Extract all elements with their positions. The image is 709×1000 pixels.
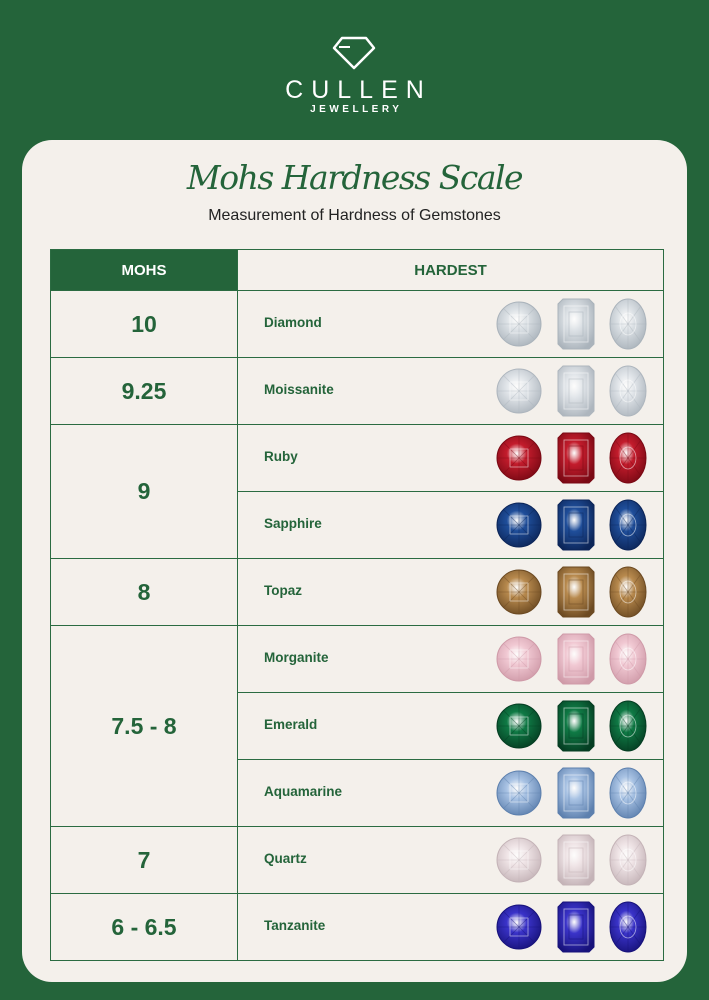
- hardest-column-header: HARDEST: [238, 250, 664, 291]
- table-row: [51, 626, 664, 693]
- gem-cell: [238, 291, 664, 358]
- hardness-card: [22, 140, 687, 982]
- round-cut-gem-icon: [495, 501, 543, 549]
- page-title: Mohs Hardness Scale: [186, 158, 523, 197]
- gem-name: Quartz: [264, 851, 307, 866]
- gem-images: [495, 632, 647, 686]
- table-row: [51, 358, 664, 425]
- round-cut-gem-icon: [495, 635, 543, 683]
- emerald-cut-gem-icon: [557, 767, 595, 819]
- gem-images: [495, 565, 647, 619]
- header: [0, 0, 709, 140]
- gem-images: [495, 833, 647, 887]
- gem-cell: [238, 693, 664, 760]
- table-header-row: [51, 250, 664, 291]
- table-row: [51, 894, 664, 961]
- round-cut-gem-icon: [495, 769, 543, 817]
- emerald-cut-gem-icon: [557, 834, 595, 886]
- round-cut-gem-icon: [495, 836, 543, 884]
- round-cut-gem-icon: [495, 434, 543, 482]
- oval-cut-gem-icon: [609, 700, 647, 752]
- gem-images: [495, 431, 647, 485]
- oval-cut-gem-icon: [609, 298, 647, 350]
- gem-name: Emerald: [264, 717, 318, 732]
- gem-images: [495, 364, 647, 418]
- gem-cell: [238, 492, 664, 559]
- emerald-cut-gem-icon: [557, 700, 595, 752]
- gem-name: Ruby: [264, 449, 298, 464]
- gem-cell: [238, 827, 664, 894]
- gem-name: Sapphire: [264, 516, 322, 531]
- mohs-value: 7: [51, 827, 238, 894]
- round-cut-gem-icon: [495, 903, 543, 951]
- mohs-value: 7.5 - 8: [51, 626, 238, 827]
- mohs-value: 10: [51, 291, 238, 358]
- oval-cut-gem-icon: [609, 365, 647, 417]
- round-cut-gem-icon: [495, 300, 543, 348]
- emerald-cut-gem-icon: [557, 566, 595, 618]
- emerald-cut-gem-icon: [557, 365, 595, 417]
- gem-cell: [238, 425, 664, 492]
- emerald-cut-gem-icon: [557, 432, 595, 484]
- oval-cut-gem-icon: [609, 633, 647, 685]
- gem-name: Topaz: [264, 583, 302, 598]
- oval-cut-gem-icon: [609, 432, 647, 484]
- oval-cut-gem-icon: [609, 767, 647, 819]
- table-row: [51, 425, 664, 492]
- gem-images: [495, 766, 647, 820]
- oval-cut-gem-icon: [609, 499, 647, 551]
- gem-name: Diamond: [264, 315, 322, 330]
- round-cut-gem-icon: [495, 702, 543, 750]
- gem-name: Tanzanite: [264, 918, 326, 933]
- emerald-cut-gem-icon: [557, 298, 595, 350]
- hardness-table: [50, 249, 664, 961]
- gem-name: Morganite: [264, 650, 329, 665]
- emerald-cut-gem-icon: [557, 901, 595, 953]
- gem-images: [495, 900, 647, 954]
- gem-images: [495, 297, 647, 351]
- gem-cell: [238, 760, 664, 827]
- mohs-value: 9: [51, 425, 238, 559]
- gem-cell: [238, 626, 664, 693]
- round-cut-gem-icon: [495, 568, 543, 616]
- table-row: [51, 559, 664, 626]
- gem-name: Aquamarine: [264, 784, 343, 799]
- gem-cell: [238, 894, 664, 961]
- mohs-column-header: MOHS: [51, 250, 238, 291]
- oval-cut-gem-icon: [609, 901, 647, 953]
- gem-images: [495, 498, 647, 552]
- gem-cell: [238, 358, 664, 425]
- gem-images: [495, 699, 647, 753]
- table-row: [51, 291, 664, 358]
- mohs-value: 9.25: [51, 358, 238, 425]
- table-row: [51, 827, 664, 894]
- emerald-cut-gem-icon: [557, 499, 595, 551]
- gem-name: Moissanite: [264, 382, 334, 397]
- page-subtitle: Measurement of Hardness of Gemstones: [208, 207, 501, 224]
- oval-cut-gem-icon: [609, 834, 647, 886]
- emerald-cut-gem-icon: [557, 633, 595, 685]
- diamond-outline-icon: [330, 36, 378, 70]
- brand-subname: JEWELLERY: [310, 104, 403, 115]
- round-cut-gem-icon: [495, 367, 543, 415]
- hardness-table-body: [51, 291, 664, 961]
- oval-cut-gem-icon: [609, 566, 647, 618]
- mohs-value: 6 - 6.5: [51, 894, 238, 961]
- mohs-value: 8: [51, 559, 238, 626]
- brand-name: CULLEN: [285, 76, 432, 104]
- gem-cell: [238, 559, 664, 626]
